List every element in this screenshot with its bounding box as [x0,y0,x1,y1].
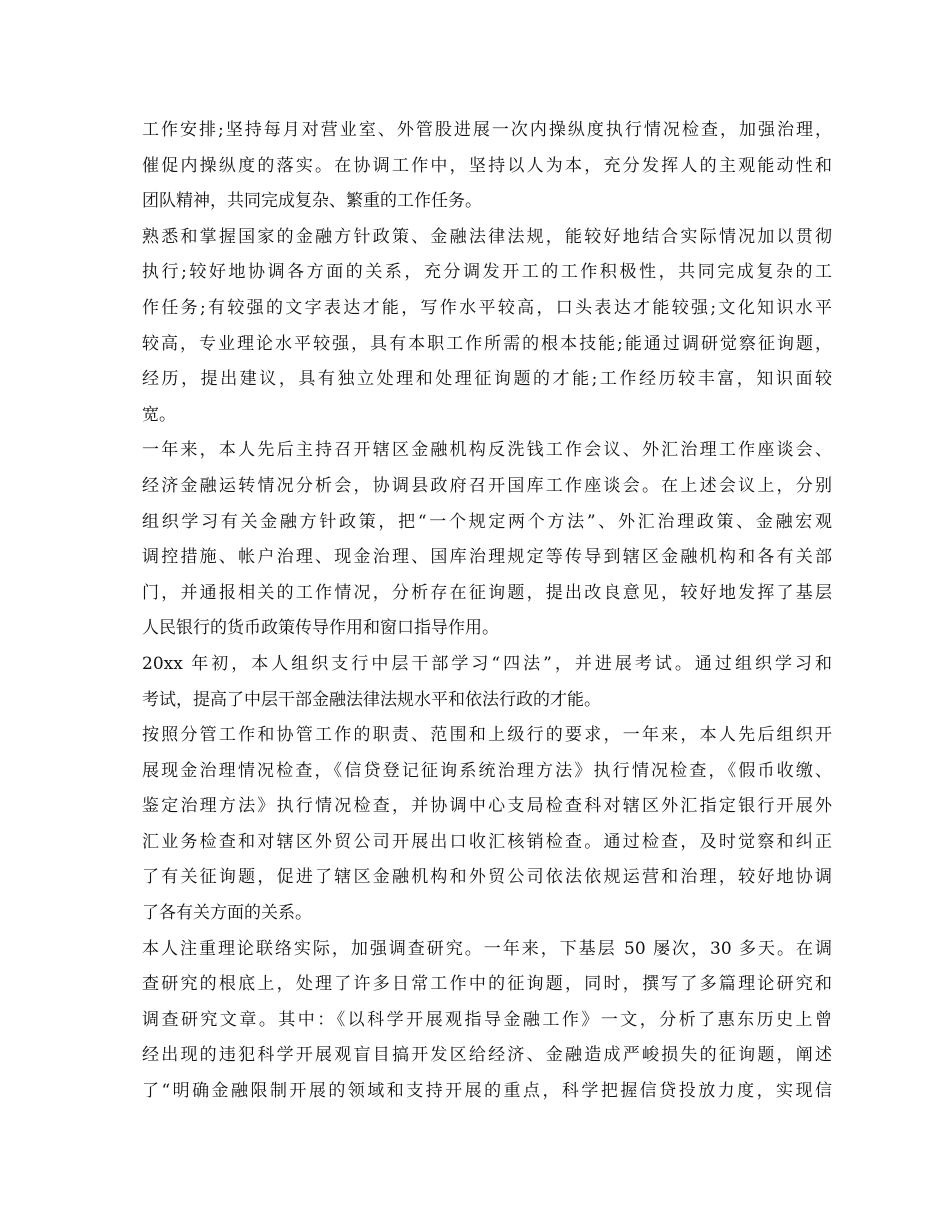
text-line: 较高，专业理论水平较强，具有本职工作所需的根本技能;能通过调研觉察征询题， [142,333,832,354]
text-line: 展现金治理情况检查，《信贷登记征询系统治理方法》执行情况检查，《假币收缴、 [142,760,832,781]
text-line: 经济金融运转情况分析会，协调县政府召开国库工作座谈会。在上述会议上，分别 [142,475,832,496]
paragraph-work-arrangement [142,113,832,220]
text-line: 了“明确金融限制开展的领域和支持开展的重点，科学把握信贷投放力度，实现信 [142,1081,832,1102]
text-line: 门，并通报相关的工作情况，分析存在征询题，提出改良意见，较好地发挥了基层 [142,582,832,603]
paragraph-research [142,932,832,1110]
text-line: 调控措施、帐户治理、现金治理、国库治理规定等传导到辖区金融机构和各有关部 [142,547,832,568]
text-line: 查研究的根底上，处理了许多日常工作中的征询题，同时，撰写了多篇理论研究和 [142,974,832,995]
text-line: 汇业务检查和对辖区外贸公司开展出口收汇核销检查。通过检查，及时觉察和纠正 [142,831,832,852]
text-line: 团队精神，共同完成复杂、繁重的工作任务。 [142,191,482,212]
text-line: 经出现的违犯科学开展观盲目搞开发区给经济、金融造成严峻损失的征询题，阐述 [142,1045,832,1066]
text-line: 按照分管工作和协管工作的职责、范围和上级行的要求，一年来，本人先后组织开 [142,725,832,746]
text-line: 考试，提高了中层干部金融法律法规水平和依法行政的才能。 [142,689,601,710]
text-line: 执行;较好地协调各方面的关系，充分调发开工的工作积极性，共同完成复杂的工 [142,262,832,283]
text-line: 本人注重理论联络实际，加强调查研究。一年来，下基层 50 屡次，30 多天。在调 [142,938,832,959]
text-line: 一年来，本人先后主持召开辖区金融机构反洗钱工作会议、外汇治理工作座谈会、 [142,440,832,461]
paragraph-policy-knowledge [142,220,832,434]
paragraph-inspections [142,718,832,932]
text-line: 熟悉和掌握国家的金融方针政策、金融法律法规，能较好地结合实际情况加以贯彻 [142,226,832,247]
paragraph-meetings [142,433,832,647]
text-line: 调查研究文章。其中：《以科学开展观指导金融工作》一文，分析了惠东历史上曾 [142,1009,832,1030]
text-line: 20xx 年初，本人组织支行中层干部学习“四法”，并进展考试。通过组织学习和 [142,653,832,674]
text-line: 组织学习有关金融方针政策，把“一个规定两个方法”、外汇治理政策、金融宏观 [142,511,832,532]
text-line: 宽。 [142,404,176,425]
document-body [142,113,832,1110]
text-line: 人民银行的货币政策传导作用和窗口指导作用。 [142,618,499,639]
text-line: 经历，提出建议，具有独立处理和处理征询题的才能;工作经历较丰富，知识面较 [142,369,832,390]
text-line: 工作安排;坚持每月对营业室、外管股进展一次内操纵度执行情况检查，加强治理， [142,120,832,140]
text-line: 了各有关方面的关系。 [142,903,312,924]
text-line: 作任务;有较强的文字表达才能，写作水平较高，口头表达才能较强;文化知识水平 [142,297,832,318]
text-line: 鉴定治理方法》执行情况检查，并协调中心支局检查科对辖区外汇指定银行开展外 [142,796,832,817]
text-line: 催促内操纵度的落实。在协调工作中，坚持以人为本，充分发挥人的主观能动性和 [142,155,832,176]
text-line: 了有关征询题，促进了辖区金融机构和外贸公司依法依规运营和治理，较好地协调 [142,867,832,888]
paragraph-study-exam [142,647,832,718]
